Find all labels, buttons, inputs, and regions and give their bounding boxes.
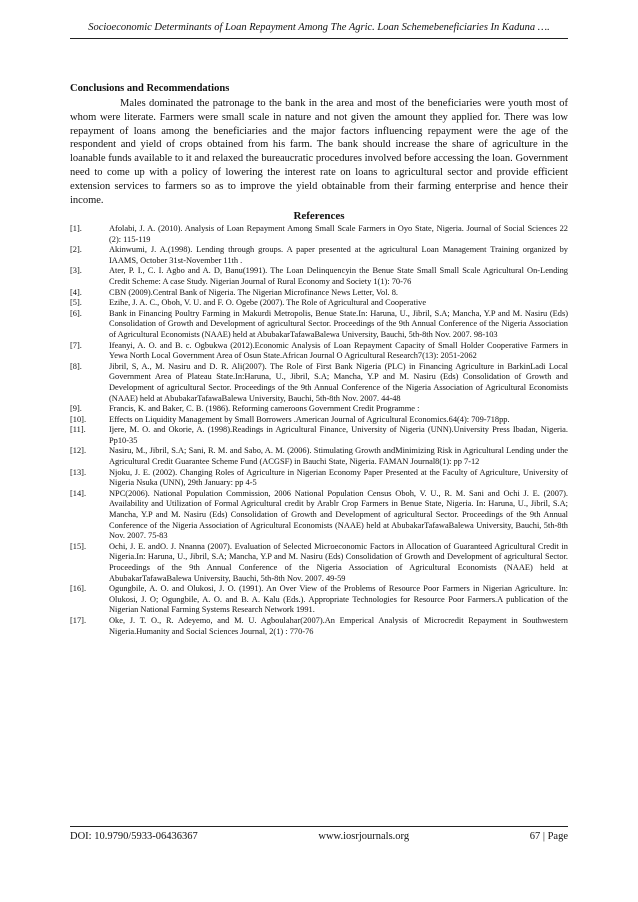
reference-item bbox=[70, 362, 568, 404]
reference-item bbox=[70, 468, 568, 489]
reference-list bbox=[70, 224, 568, 637]
reference-text: Jibril, S, A., M. Nasiru and D. R. Ali(2007). The Role of First Bank Nigeria (PLC) in Financing Agriculture in BarkinLadi Local Government Area of Plateau State.In:Haruna, U., Jibril, S.A; Mancha, Y.P and M. Nasiru (Eds) Consolidation of Growth and Development of agricultural Sector. Proceedings of the 9th Annual Conference of the Nigeria Association of Agricultural Economists (NAAE) held at AbubakarTafawaBalewa University, Bauchi, 5th-8th Nov. 2007. 44-48 bbox=[109, 361, 568, 403]
reference-item bbox=[70, 584, 568, 616]
reference-item bbox=[70, 446, 568, 467]
reference-number: [1]. bbox=[70, 224, 82, 233]
reference-number: [17]. bbox=[70, 615, 87, 625]
reference-number: [4]. bbox=[70, 287, 82, 297]
footer-divider bbox=[70, 826, 568, 827]
reference-number: [16]. bbox=[70, 584, 87, 594]
section-heading: Conclusions and Recommendations bbox=[70, 83, 230, 94]
conclusion-paragraph: Males dominated the patronage to the bank in the area and most of the beneficiaries were youth most of whom were literate. Farmers were small scale in nature and not given the amount they applied for. There was low repayment of loans among the beneficiaries and the major factors influencing repayment were the age of the respondent and yield of crops obtained from his farm. The bank should increase the share of agriculture in the loanable funds available to it and relaxed the bureaucratic procedures involved before accessing the loan. Government need to come up with a policy of lowering the interest rate on loans to agricultural sector and provide efficient extension services to farmers so as to improve the yield obtainable from their farming enterprise and hence their income. bbox=[70, 98, 568, 206]
page-footer bbox=[70, 831, 568, 842]
reference-text: Francis, K. and Baker, C. B. (1986). Reforming cameroons Government Credit Programme : bbox=[109, 404, 420, 414]
reference-number: [14]. bbox=[70, 488, 87, 498]
reference-text: Ogungbile, A. O. and Olukosi, J. O. (1991). An Over View of the Problems of Resource Poor Farmers in Nigerian Agriculture. In: Olukosi, J. O; Ogungbile, A. O. and B. A. Kalu (Eds.). Appropriate Technologies for Resource Poor Farmers.A publication of the Nigerian National Farming Systems Research Network 1991. bbox=[109, 584, 568, 615]
reference-text: Njoku, J. E. (2002). Changing Roles of Agriculture in Nigerian Economy Paper Presented at the Faculty of Agriculture, University of Nigeria Nsuka (UNN), 29th January: pp 4-5 bbox=[109, 467, 568, 488]
reference-number: [13]. bbox=[70, 467, 87, 477]
reference-text: Bank in Financing Poultry Farming in Makurdi Metropolis, Benue State.In: Haruna, U., Jibril, S.A; Mancha, Y.P and M. Nasiru (Eds) Consolidation of Growth and Development of agricultural Sector. Proceedings of the 9th Annual Conference of the Nigeria Association of Agricultural Economists (NAAE) held at AbubakarTafawaBalewa University, Bauchi, 5th-8th Nov. 2007. 98-103 bbox=[109, 308, 568, 339]
reference-item bbox=[70, 341, 568, 362]
reference-number: [7]. bbox=[70, 340, 82, 350]
reference-text: Ifeanyi, A. O. and B. c. Ogbukwa (2012).Economic Analysis of Loan Repayment Capacity of Small Holder Cooperative Farmers in Yewa North Local Government Area of Osun State.African Journal O Agricultural Research7(13): 2051-2062 bbox=[109, 340, 568, 361]
reference-item bbox=[70, 245, 568, 266]
reference-number: [8]. bbox=[70, 361, 82, 371]
reference-text: CBN (2009).Central Bank of Nigeria. The Nigerian Microfinance News Letter, Vol. 8. bbox=[109, 287, 398, 297]
references-title: References bbox=[293, 210, 345, 222]
reference-text: Oke, J. T. O., R. Adeyemo, and M. U. Agboulahar(2007).An Emperical Analysis of Microcredit Repayment in Southwestern Nigeria.Humanity and Social Sciences Journal, 2(1) : 770-76 bbox=[109, 615, 568, 636]
reference-item bbox=[70, 425, 568, 446]
reference-text: NPC(2006). National Population Commission, 2006 National Population Census Oboh, V. U., R. M. Sani and Ochi J. E. (2007). Availability and Utilization of Formal Agricultural credit by Arablr Crop Farmers in Benue State, Nigeria. In: Haruna, U., Jibril, S.A; Mancha, Y.P and M. Nasiru (Eds) Consolidation of Growth and Development of agricultural Sector. Proceedings of the 9th Annual Conference of the Nigeria Association of Agricultural Economists (NAAE) held at AbubakarTafawaBalewa University, Bauchi, 5th-8th Nov. 2007. 75-83 bbox=[109, 488, 568, 541]
reference-text: Ochi, J. E. andO. J. Nnanna (2007). Evaluation of Selected Microeconomic Factors in Allocation of Guaranteed Agricultural Credit in Nigeria.In: Haruna, U., Jibril, S.A; Mancha, Y.P and M. Nasiru (Eds) Consolidation of Growth and Development of agricultural Sector. Proceedings of the 9th Annual Conference of the Nigeria Association of Agricultural Economists (NAAE) held at AbubakarTafawaBalewa University, Bauchi, 5th-8th Nov. 2007. 49-59 bbox=[109, 541, 568, 583]
reference-item bbox=[70, 404, 568, 415]
reference-number: [15]. bbox=[70, 541, 87, 551]
reference-number: [11]. bbox=[70, 425, 86, 435]
reference-text: Ater, P. I., C. I. Agbo and A. D, Banu(1991). The Loan Delinquencyin the Benue State Small Small Scale Agricultural On-Lending Credit Scheme: A case Study. Nigerian Journal of Rural Economy and Society 1(1): 70-76 bbox=[109, 266, 568, 286]
reference-item bbox=[70, 224, 568, 245]
reference-item bbox=[70, 542, 568, 584]
reference-number: [12]. bbox=[70, 446, 87, 456]
reference-item bbox=[70, 415, 568, 426]
reference-number: [10]. bbox=[70, 414, 87, 424]
reference-text: Ijere, M. O. and Okorie, A. (1998).Readings in Agricultural Finance, University of Nigeria (UNN).University Press Ibadan, Nigeria. Pp10-35 bbox=[109, 425, 568, 445]
reference-item bbox=[70, 489, 568, 542]
reference-text: Akinwumi, J. A.(1998). Lending through groups. A paper presented at the agricultural Loan Management Training organized by IAAMS, October 31st-November 11th . bbox=[109, 245, 568, 265]
reference-item bbox=[70, 288, 568, 299]
reference-text: Nasiru, M., Jibril, S.A; Sani, R. M. and Sabo, A. M. (2006). Stimulating Growth andMinimizing Risk in Agricultural Lending under the Agricultural Credit Guarantee Scheme Fund (ACGSF) in Bauchi State, Nigeria. FAMAN Journal8(1): pp 7-12 bbox=[109, 446, 568, 467]
reference-text: Afolabi, J. A. (2010). Analysis of Loan Repayment Among Small Scale Farmers in Oyo State, Nigeria. Journal of Social Sciences 22 (2): 115-119 bbox=[109, 224, 568, 244]
header-divider bbox=[70, 38, 568, 39]
footer-doi: DOI: 10.9790/5933-06436367 bbox=[70, 831, 198, 842]
reference-item bbox=[70, 266, 568, 287]
running-title: Socioeconomic Determinants of Loan Repayment Among The Agric. Loan Schemebeneficiaries In Kaduna …. bbox=[88, 22, 550, 33]
reference-number: [5]. bbox=[70, 298, 82, 308]
reference-number: [3]. bbox=[70, 266, 82, 276]
reference-item bbox=[70, 298, 568, 309]
reference-item bbox=[70, 616, 568, 637]
footer-page-number: 67 | Page bbox=[529, 831, 568, 842]
reference-item bbox=[70, 309, 568, 341]
footer-site: www.iosrjournals.org bbox=[318, 831, 410, 842]
reference-number: [6]. bbox=[70, 308, 82, 318]
reference-text: Effects on Liquidity Management by Small Borrowers .American Journal of Agricultural Economics.64(4): 709-718pp. bbox=[109, 414, 510, 424]
reference-number: [2]. bbox=[70, 245, 82, 255]
reference-number: [9]. bbox=[70, 404, 82, 414]
reference-text: Ezihe, J. A. C., Oboh, V. U. and F. O. Ogebe (2007). The Role of Agricultural and Cooperative bbox=[109, 298, 427, 308]
